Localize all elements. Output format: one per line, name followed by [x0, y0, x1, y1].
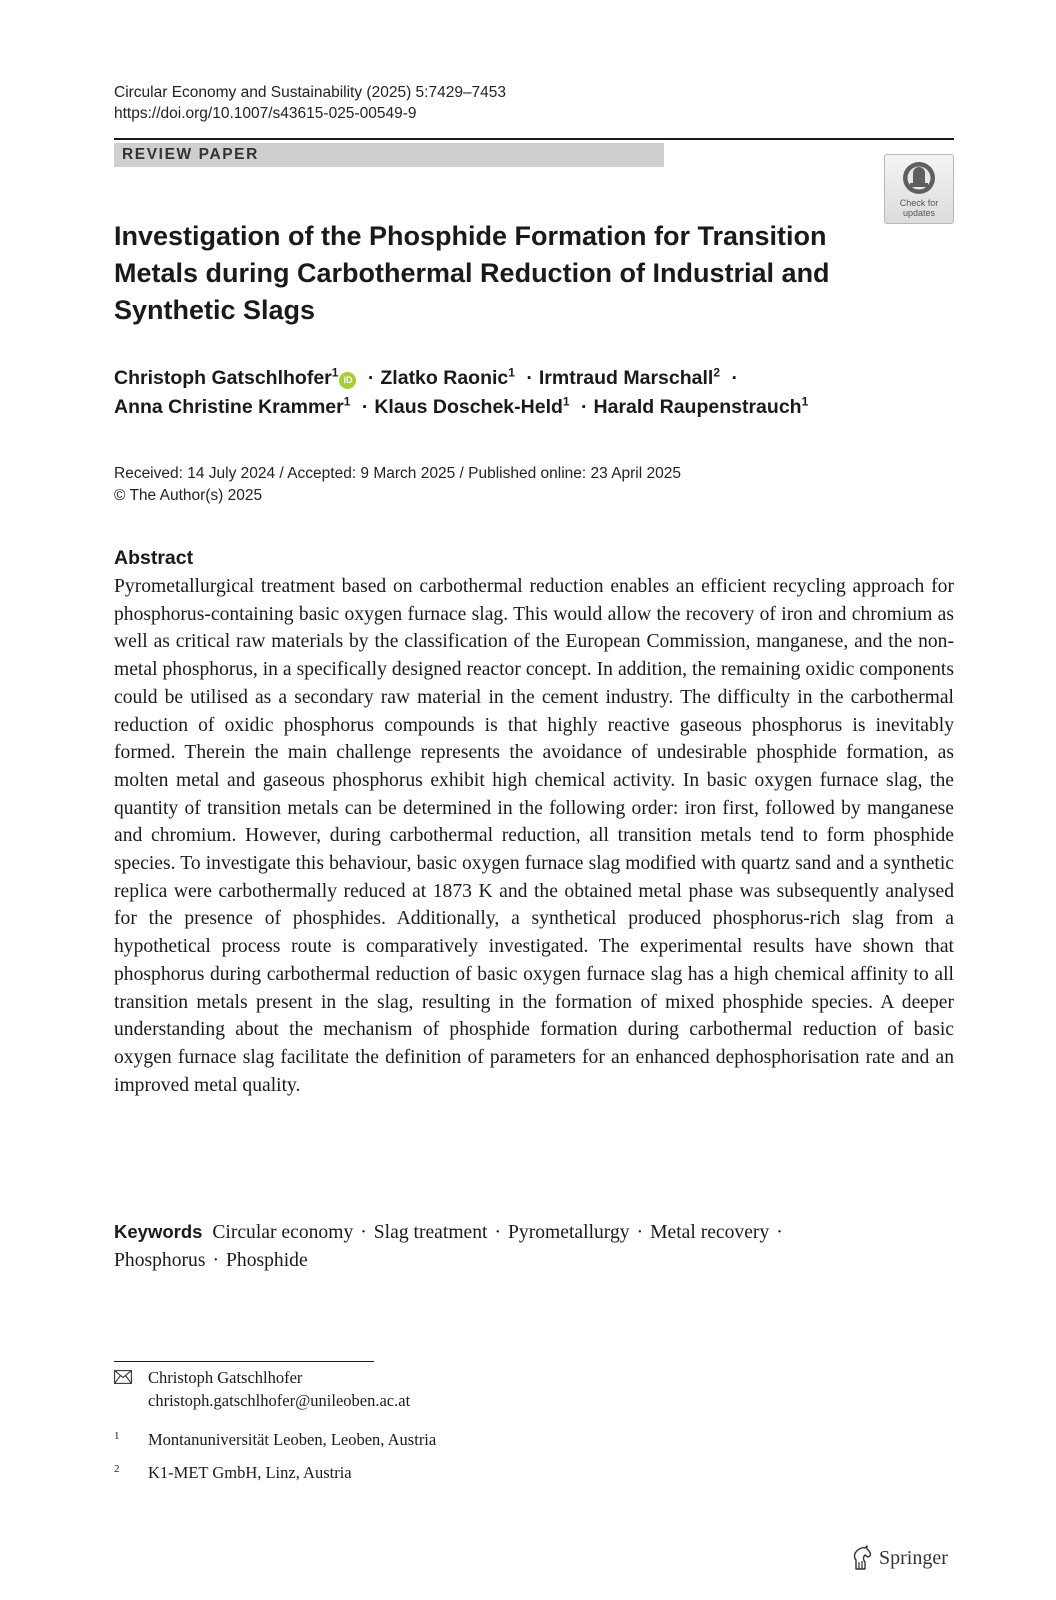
- check-for-updates-icon: [901, 160, 937, 196]
- affiliation-number: 1: [114, 1430, 120, 1442]
- keyword: Metal recovery: [650, 1222, 770, 1243]
- keyword-separator: ·: [360, 1222, 367, 1243]
- author-separator: ·: [361, 396, 369, 418]
- keywords: [114, 1218, 954, 1274]
- author-name[interactable]: Zlatko Raonic: [380, 367, 509, 389]
- keyword-separator: ·: [494, 1222, 502, 1243]
- keyword: Phosphorus: [114, 1249, 206, 1271]
- author-name[interactable]: Christoph Gatschlhofer: [114, 367, 332, 389]
- check-for-updates-label: Check for updates: [899, 198, 939, 218]
- author-name[interactable]: Harald Raupenstrauch: [593, 396, 802, 418]
- abstract-text: Pyrometallurgical treatment based on carbothermal reduction enables an efficient recycling approach for phosphorus-containing basic oxygen furnace slag. This would allow the recovery of iron and chromium as well as critical raw materials by the classification of the European Commission, manganese, and the non-metal phosphorus, in a specifically designed reactor concept. In addition, the remaining oxidic components could be utilised as a secondary raw material in the cement industry. The difficulty in the carbothermal reduction of oxidic phosphorus compounds is that highly reactive gaseous phosphorus is inevitably formed. Therein the main challenge represents the avoidance of undesirable phosphide formation, as molten metal and gaseous phosphorus exhibit high chemical activity. In basic oxygen furnace slag, the quantity of transition metals can be determined in the following order: iron first, followed by manganese and chromium. However, during carbothermal reduction, all transition metals tend to form phosphide species. To investigate this behaviour, basic oxygen furnace slag modified with quartz sand and a synthetic replica were carbothermally reduced at 1873 K and the obtained metal phase was subsequently analysed for the presence of phosphides. Additionally, a synthetical produced phosphorus-rich slag from a hypothetical process route is comparatively investigated. The experimental results have shown that phosphorus during carbothermal reduction of basic oxygen furnace slag has a high chemical affinity to all transition metals present in the slag, resulting in the formation of mixed phosphide species. A deeper understanding about the mechanism of phosphide formation during carbothermal reduction of basic oxygen furnace slag facilitate the definition of parameters for an enhanced dephosphorisation rate and an improved metal quality.: [114, 576, 954, 1096]
- keyword: Phosphide: [226, 1249, 308, 1271]
- author-affiliation-mark: 2: [713, 365, 721, 380]
- keyword: Slag treatment: [373, 1222, 488, 1243]
- affiliation-number: 2: [114, 1463, 120, 1475]
- affiliation-text: K1-MET GmbH, Linz, Austria: [148, 1463, 352, 1482]
- author-name[interactable]: Klaus Doschek-Held: [374, 396, 563, 418]
- author-separator: ·: [581, 396, 588, 418]
- affiliation: [114, 1428, 436, 1451]
- orcid-icon[interactable]: iD: [339, 372, 356, 389]
- springer-horse-icon: [850, 1545, 874, 1571]
- affiliation-text: Montanuniversität Leoben, Leoben, Austria: [148, 1430, 437, 1449]
- journal-citation: Circular Economy and Sustainability (2025) 5:7429–7453: [114, 84, 507, 101]
- envelope-icon: [114, 1370, 132, 1384]
- keyword-separator: ·: [212, 1249, 219, 1271]
- author-separator: ·: [526, 367, 533, 389]
- publisher-logo: [850, 1545, 948, 1571]
- check-for-updates-badge[interactable]: [884, 154, 954, 224]
- author-name[interactable]: Anna Christine Krammer: [114, 396, 344, 418]
- author-affiliation-mark: 1: [508, 365, 515, 380]
- keyword: Pyrometallurgy: [508, 1222, 630, 1243]
- corresponding-author-name: Christoph Gatschlhofer: [148, 1368, 303, 1387]
- author-separator: ·: [731, 367, 738, 389]
- author-name[interactable]: Irmtraud Marschall: [538, 367, 714, 389]
- footnotes: [114, 1366, 436, 1484]
- corresponding-author: [114, 1366, 436, 1412]
- author-affiliation-mark: 1: [343, 394, 351, 409]
- article-dates: [114, 463, 681, 507]
- footnote-rule: [114, 1361, 374, 1362]
- author-list: [114, 364, 914, 422]
- keyword: Circular economy: [212, 1222, 354, 1243]
- copyright-notice: © The Author(s) 2025: [114, 487, 263, 504]
- author-separator: ·: [367, 367, 375, 389]
- keyword-separator: ·: [636, 1222, 644, 1243]
- publication-history: Received: 14 July 2024 / Accepted: 9 March 2025 / Published online: 23 April 2025: [114, 465, 681, 482]
- keywords-label: Keywords: [114, 1221, 203, 1242]
- author-affiliation-mark: 1: [562, 394, 570, 409]
- keyword-separator: ·: [776, 1222, 783, 1243]
- abstract-heading: Abstract: [114, 547, 194, 569]
- publisher-name: Springer: [879, 1546, 948, 1569]
- affiliation: [114, 1461, 436, 1484]
- corresponding-author-email[interactable]: christoph.gatschlhofer@unileoben.ac.at: [148, 1391, 411, 1410]
- paper-title: Investigation of the Phosphide Formation for Transition Metals during Carbothermal Reduction of Industrial and Synthetic Slags: [114, 221, 830, 325]
- doi-link[interactable]: https://doi.org/10.1007/s43615-025-00549-9: [114, 105, 417, 122]
- article-type-label: REVIEW PAPER: [122, 146, 259, 163]
- journal-info: [114, 82, 506, 124]
- article-type-bar: [114, 143, 664, 167]
- author-affiliation-mark: 1: [801, 394, 809, 409]
- header-rule: [114, 138, 954, 140]
- author-affiliation-mark: 1: [331, 365, 339, 380]
